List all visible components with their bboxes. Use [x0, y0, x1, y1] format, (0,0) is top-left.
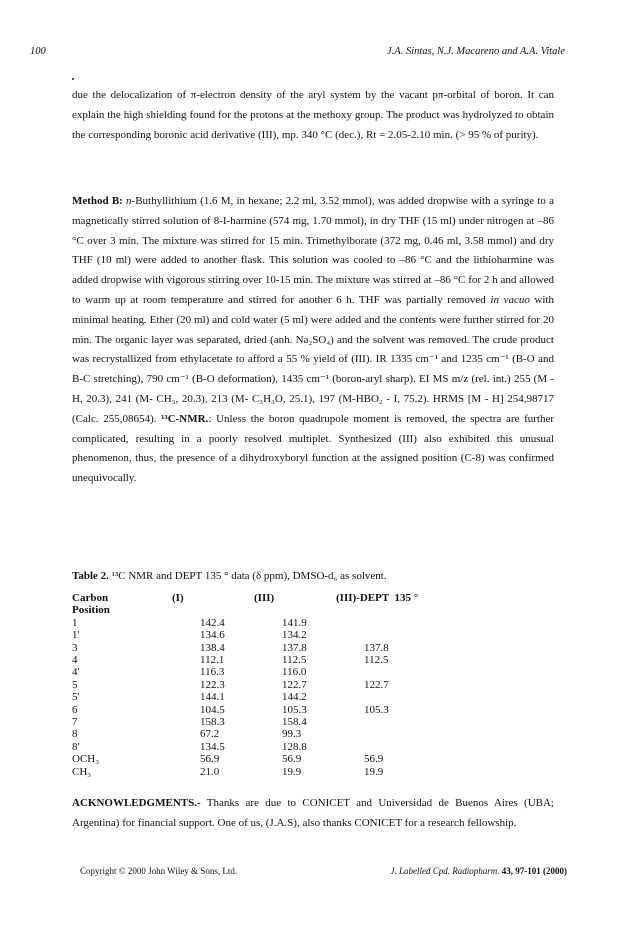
header-dept-135: (III)-DEPT 135 °: [336, 592, 419, 604]
table-row: [72, 666, 466, 678]
cell-compound-i: 104.5: [200, 703, 225, 716]
table-row: [72, 679, 466, 691]
cell-dept-135: [336, 716, 466, 728]
cell-compound-iii: 19.9: [282, 765, 302, 778]
nmr-table: [72, 592, 466, 778]
cell-dept-135: [336, 691, 466, 703]
cell-dept-135: [336, 629, 466, 641]
table-body: [72, 617, 466, 778]
cell-dept-135: [336, 617, 466, 629]
table-caption-label: Table 2.: [72, 570, 109, 582]
footer-volume: 43, 97-101 (2000): [499, 866, 567, 876]
cell-carbon-position: CH₃: [72, 765, 92, 778]
cell-compound-i: 134.5: [200, 740, 225, 753]
cell-carbon-position: 5: [72, 678, 78, 691]
table-row: [72, 766, 466, 778]
cell-carbon-position: 7: [72, 716, 78, 729]
cell-compound-iii: 144.2: [282, 691, 307, 704]
cell-compound-i: 138.4: [200, 641, 225, 654]
cell-compound-iii: 137.8: [282, 641, 307, 654]
cell-compound-i: 56.9: [200, 753, 220, 766]
cell-carbon-position: 4: [72, 654, 78, 667]
table-row: [72, 629, 466, 641]
method-b-label: Method B:: [72, 195, 123, 207]
header-compound-i: (I): [172, 592, 184, 604]
table-row: [72, 741, 466, 753]
acknowledgments-label: ACKNOWLEDGMENTS.-: [72, 797, 201, 809]
running-header-authors: J.A. Sintas, N.J. Macareno and A.A. Vitale: [387, 46, 565, 57]
cell-compound-i: 21.0: [200, 765, 220, 778]
paragraph-delocalization: due the delocalization of π-electron density of the aryl system by the vacant pπ-orbital of boron. It can explain the high shielding found for the protons at the methoxy group. The product was hydrolyzed to obtain the corresponding boronic acid derivative (III), mp. 340 °C (dec.), Rt = 2.05-2.10 min. (> 95 % of purity).: [72, 89, 554, 141]
cell-compound-i: 112.1: [200, 654, 225, 667]
table-2: [72, 570, 554, 778]
cell-compound-i: 116.3: [200, 666, 225, 679]
cell-compound-i: 144.1: [200, 691, 225, 704]
cell-compound-iii: 141.9: [282, 616, 307, 629]
nmr-label: ¹³C-NMR.: [161, 412, 209, 425]
cell-carbon-position: 8': [72, 740, 80, 753]
table-row: [72, 691, 466, 703]
cell-dept-135: [336, 728, 466, 740]
header-compound-iii: (III): [254, 592, 275, 604]
table-row: [72, 716, 466, 728]
cell-compound-i: 122.3: [200, 678, 225, 691]
table-row: [72, 617, 466, 629]
cell-compound-iii: 99.3: [282, 728, 302, 741]
page-number: 100: [30, 46, 46, 57]
method-b-text-3: : Unless the boron quadrupole moment is removed, the spectra are further complicated, resulting in a poorly resolved multiplet. Synthesized (III) also exhibited this unusual phenomenon, thus, the presence of a dihydroxyboryl function at the assigned position (C-8) was confirmed unequivocally.: [72, 412, 555, 485]
cell-dept-135: 112.5: [364, 654, 389, 667]
cell-carbon-position: 1': [72, 629, 80, 642]
acknowledgments-paragraph: [72, 794, 554, 834]
header-carbon-position: Carbon Position: [72, 592, 110, 617]
cell-compound-iii: 122.7: [282, 678, 307, 691]
cell-carbon-position: 6: [72, 703, 78, 716]
cell-compound-iii: 56.9: [282, 753, 302, 766]
method-b-text-1: -Buthyllithium (1.6 M, in hexane; 2.2 ml, 3.52 mmol), was added dropwise with a syringe to a magnetically stirred solution of 8-I-harmine (574 mg, 1.70 mmol), in dry THF (15 ml) under nitrogen at –86 °C over 3 min. The mixture was stirred for 15 min. Trimethylborate (372 mg, 0.46 ml, 3.58 mmol) and dry THF (10 ml) were added to another flask. This solution was cooled to –86 °C and the lithioharmine was added dropwise with vigorous stirring over 10-15 min. The mixture was stirred at –86 °C for 2 h and allowed to warm up at room temperature and stirred for another 6 h. THF was partially removed: [72, 195, 555, 306]
cell-carbon-position: OCH₃: [72, 753, 100, 766]
cell-carbon-position: 4': [72, 666, 80, 679]
table-row: [72, 728, 466, 740]
cell-dept-135: 137.8: [364, 641, 389, 654]
table-row: [72, 753, 466, 765]
method-b-paragraph: [72, 192, 554, 489]
in-vacuo: in vacuo: [490, 293, 530, 306]
scan-speck: [72, 78, 74, 80]
cell-dept-135: 19.9: [364, 765, 384, 778]
table-row: [72, 654, 466, 666]
cell-carbon-position: 3: [72, 641, 78, 654]
table-header-row: [72, 592, 466, 617]
cell-compound-i: 67.2: [200, 728, 220, 741]
cell-dept-135: 56.9: [364, 753, 384, 766]
table-row: [72, 642, 466, 654]
cell-compound-i: 158.3: [200, 716, 225, 729]
cell-carbon-position: 5': [72, 691, 80, 704]
cell-dept-135: 122.7: [364, 678, 389, 691]
cell-compound-i: 134.6: [200, 629, 225, 642]
footer-citation: [391, 866, 568, 876]
cell-compound-iii: 105.3: [282, 703, 307, 716]
cell-carbon-position: 1: [72, 616, 78, 629]
cell-compound-i: 142.4: [200, 616, 225, 629]
cell-compound-iii: 134.2: [282, 629, 307, 642]
cell-dept-135: [336, 741, 466, 753]
cell-carbon-position: 8: [72, 728, 78, 741]
cell-dept-135: [336, 666, 466, 678]
reagent-prefix: n: [126, 195, 132, 207]
footer-copyright: Copyright © 2000 John Wiley & Sons, Ltd.: [80, 866, 238, 876]
cell-compound-iii: 112.5: [282, 654, 307, 667]
cell-compound-iii: 128.8: [282, 740, 307, 753]
acknowledgments-text: Thanks are due to CONICET and Universidad de Buenos Aires (UBA; Argentina) for financial support. One of us, (J.A.S), also thanks CONICET for a research fellowship.: [72, 797, 554, 829]
cell-dept-135: 105.3: [364, 703, 389, 716]
cell-compound-iii: 116.0: [282, 666, 307, 679]
table-caption: [72, 570, 554, 582]
cell-compound-iii: 158.4: [282, 716, 307, 729]
table-caption-text: ¹³C NMR and DEPT 135 ° data (δ ppm), DMSO-d₆ as solvent.: [108, 570, 387, 582]
table-row: [72, 704, 466, 716]
method-b-text-2: with minimal heating. Ether (20 ml) and cold water (5 ml) were added and the contents were further stirred for 20 min. The organic layer was separated, dried (anh. Na₂SO₄) and the solvent was removed. The crude product was recrystallized from ethylacetate to afford a 55 % yield of (III). IR 1335 cm⁻¹ and 1235 cm⁻¹ (B-O and B-C stretching), 790 cm⁻¹ (B-O deformation), 1435 cm⁻¹ (boron-aryl sharp). EI MS m/z (rel. int.) 255 (M -H, 20.3), 241 (M- CH₃, 20.3), 213 (M- C₃H₃O, 25.1), 197 (M-HBO₂ - I, 75.2). HRMS [M - H] 254,98717 (Calc. 255,08654).: [72, 293, 554, 425]
footer-journal: J. Labelled Cpd. Radiopharm.: [390, 866, 500, 876]
